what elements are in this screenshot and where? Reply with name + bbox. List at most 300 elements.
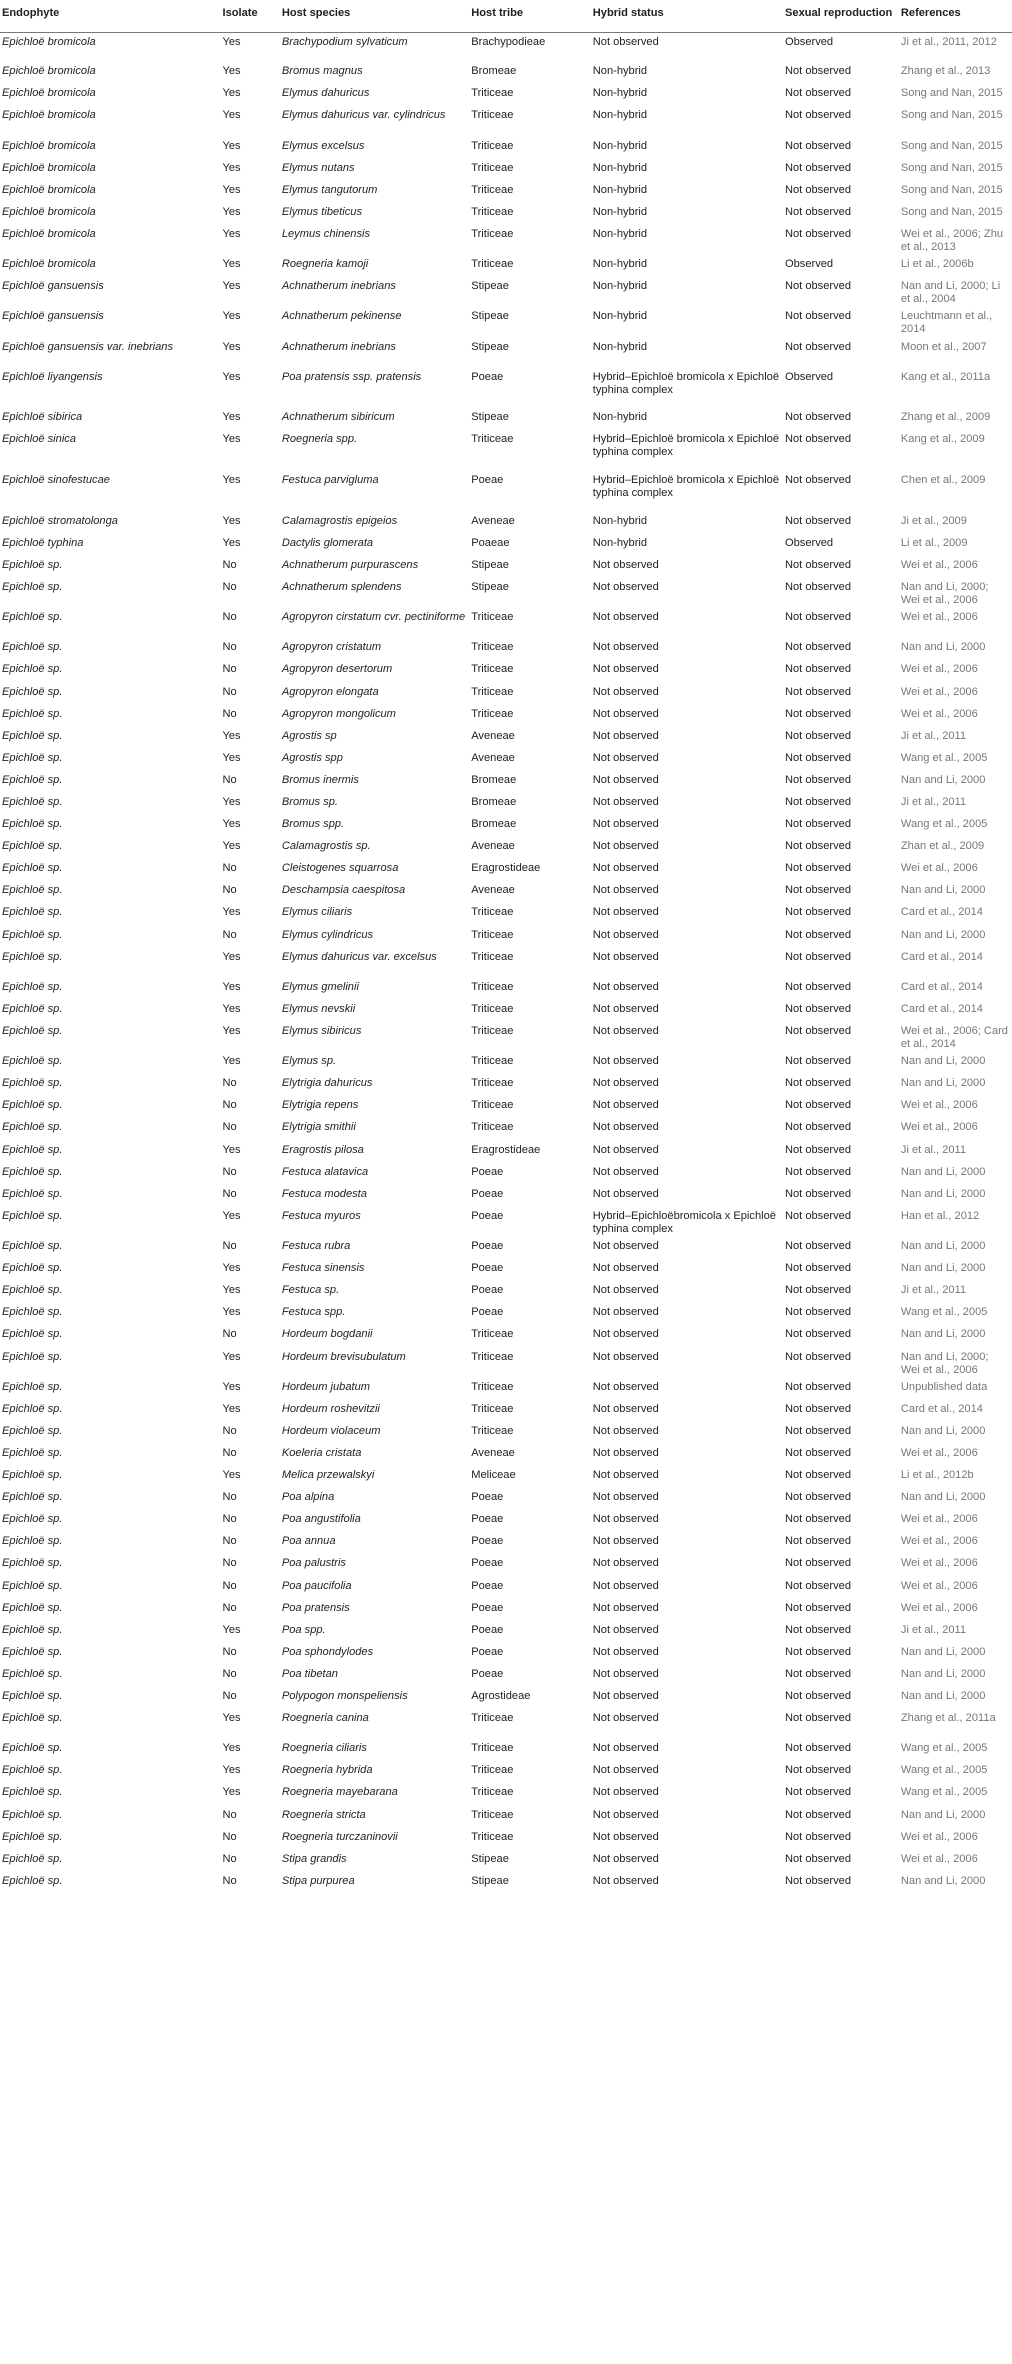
host-tribe-cell: Poeae <box>471 1240 504 1253</box>
table-row <box>0 277 1012 307</box>
hybrid-status-cell: Not observed <box>592 884 659 897</box>
endophyte-cell: Epichloë sp. <box>2 1712 63 1725</box>
hybrid-status-cell: Not observed <box>592 1446 659 1459</box>
endophyte-cell: Epichloë sp. <box>2 641 63 654</box>
header-endophyte: Endophyte <box>0 0 220 32</box>
table-row <box>0 1621 1012 1643</box>
hybrid-status-cell: Not observed <box>592 1874 659 1887</box>
isolate-cell: No <box>222 1328 237 1341</box>
sexual-reproduction-cell: Not observed <box>785 729 851 742</box>
endophyte-cell: Epichloë sp. <box>2 1121 63 1134</box>
reference-cell: Nan and Li, 2000 <box>900 1328 986 1341</box>
sexual-reproduction-cell: Not observed <box>785 1874 851 1887</box>
host-tribe-cell: Bromeae <box>471 65 517 78</box>
reference-cell: Nan and Li, 2000 <box>900 1424 986 1437</box>
hybrid-status-cell: Not observed <box>592 1143 659 1156</box>
reference-cell: Li et al., 2012b <box>900 1469 974 1482</box>
isolate-cell: Yes <box>222 1262 241 1275</box>
isolate-cell: Yes <box>222 139 241 152</box>
hybrid-status-cell: Not observed <box>592 1002 659 1015</box>
host-tribe-cell: Bromeae <box>471 773 517 786</box>
endophyte-cell: Epichloë sp. <box>2 1055 63 1068</box>
table-row <box>0 1806 1012 1828</box>
table-row <box>0 793 1012 815</box>
reference-cell: Han et al., 2012 <box>900 1209 980 1222</box>
host-species-cell: Festuca parvigluma <box>281 474 379 487</box>
host-tribe-cell: Triticeae <box>471 1328 514 1341</box>
isolate-cell: No <box>222 1557 237 1570</box>
host-tribe-cell: Poeae <box>471 1209 504 1222</box>
table-row <box>0 1510 1012 1532</box>
hybrid-status-cell: Not observed <box>592 1055 659 1068</box>
header-hybrid-status: Hybrid status <box>591 0 783 32</box>
sexual-reproduction-cell: Not observed <box>785 1491 851 1504</box>
hybrid-status-cell: Non-hybrid <box>592 258 648 271</box>
hybrid-status-cell: Not observed <box>592 1121 659 1134</box>
reference-cell: Nan and Li, 2000 <box>900 1690 986 1702</box>
host-species-cell: Elymus dahuricus var. cylindricus <box>281 109 446 122</box>
endophyte-cell: Epichloë sp. <box>2 1143 63 1156</box>
endophyte-cell: Epichloë sp. <box>2 862 63 875</box>
reference-cell: Ji et al., 2011 <box>900 795 967 808</box>
endophyte-cell: Epichloë sp. <box>2 1284 63 1297</box>
endophyte-cell: Epichloë sp. <box>2 1830 63 1843</box>
hybrid-status-cell: Not observed <box>592 641 659 654</box>
table-row <box>0 1739 1012 1761</box>
host-species-cell: Elytrigia dahuricus <box>281 1077 373 1090</box>
isolate-cell: Yes <box>222 1742 241 1755</box>
host-tribe-cell: Triticeae <box>471 1786 514 1799</box>
hybrid-status-cell: Not observed <box>592 751 659 764</box>
table-row <box>0 837 1012 859</box>
host-tribe-cell: Triticeae <box>471 611 514 624</box>
hybrid-status-cell: Not observed <box>592 1513 659 1526</box>
host-species-cell: Poa annua <box>281 1535 336 1548</box>
isolate-cell: No <box>222 1424 237 1437</box>
header-row <box>0 0 1012 32</box>
host-species-cell: Agrostis spp <box>281 751 343 764</box>
reference-cell: Wang et al., 2005 <box>900 1764 988 1777</box>
host-species-cell: Elymus excelsus <box>281 139 365 152</box>
host-tribe-cell: Triticeae <box>471 1808 514 1821</box>
endophyte-cell: Epichloë gansuensis <box>2 280 104 293</box>
sexual-reproduction-cell: Not observed <box>785 1786 851 1799</box>
host-species-cell: Achnatherum inebrians <box>281 280 396 293</box>
table-row <box>0 881 1012 903</box>
isolate-cell: Yes <box>222 1469 241 1482</box>
hybrid-status-cell: Hybrid–Epichloë bromicola x Epichloë typhina complex <box>592 474 780 500</box>
sexual-reproduction-cell: Not observed <box>785 1667 851 1680</box>
host-tribe-cell: Aveneae <box>471 1446 515 1459</box>
host-tribe-cell: Triticeae <box>471 1121 514 1134</box>
reference-cell: Wei et al., 2006 <box>900 707 978 720</box>
isolate-cell: Yes <box>222 1623 241 1636</box>
sexual-reproduction-cell: Not observed <box>785 1099 851 1112</box>
table-body <box>0 32 1012 1894</box>
sexual-reproduction-cell: Not observed <box>785 1742 851 1755</box>
host-tribe-cell: Poeae <box>471 1165 504 1178</box>
table-row <box>0 683 1012 705</box>
hybrid-status-cell: Non-hybrid <box>592 280 648 293</box>
host-species-cell: Elymus sp. <box>281 1055 337 1068</box>
sexual-reproduction-cell: Not observed <box>785 1424 851 1437</box>
host-tribe-cell: Poeae <box>471 1601 504 1614</box>
endophyte-cell: Epichloë sp. <box>2 1874 63 1887</box>
host-tribe-cell: Poeae <box>471 370 504 383</box>
hybrid-status-cell: Not observed <box>592 1350 659 1363</box>
host-species-cell: Hordeum violaceum <box>281 1424 381 1437</box>
host-species-cell: Roegneria hybrida <box>281 1764 373 1777</box>
endophyte-cell: Epichloë sp. <box>2 1579 63 1592</box>
isolate-cell: Yes <box>222 1209 241 1222</box>
isolate-cell: No <box>222 1852 237 1865</box>
table-row <box>0 181 1012 203</box>
reference-cell: Kang et al., 2009 <box>900 433 985 446</box>
isolate-cell: Yes <box>222 109 241 122</box>
host-tribe-cell: Triticeae <box>471 433 514 446</box>
host-species-cell: Elymus gmelinii <box>281 980 359 993</box>
reference-cell: Card et al., 2014 <box>900 1402 983 1415</box>
sexual-reproduction-cell: Not observed <box>785 862 851 875</box>
table-row <box>0 1643 1012 1665</box>
host-species-cell: Festuca alatavica <box>281 1165 369 1178</box>
table-row <box>0 749 1012 771</box>
endophyte-cell: Epichloë sp. <box>2 707 63 720</box>
host-tribe-cell: Stipeae <box>471 1874 509 1887</box>
endophyte-cell: Epichloë sp. <box>2 1852 63 1865</box>
reference-cell: Nan and Li, 2000 <box>900 1667 986 1680</box>
table-row <box>0 471 1012 512</box>
isolate-cell: Yes <box>222 433 241 446</box>
sexual-reproduction-cell: Not observed <box>785 183 851 196</box>
endophyte-cell: Epichloë gansuensis var. inebrians <box>2 340 174 353</box>
endophyte-cell: Epichloë sibirica <box>2 411 83 424</box>
reference-cell: Card et al., 2014 <box>900 1002 983 1015</box>
reference-cell: Nan and Li, 2000 <box>900 1055 986 1068</box>
table-row <box>0 307 1012 337</box>
table-row <box>0 771 1012 793</box>
isolate-cell: No <box>222 1446 237 1459</box>
host-tribe-cell: Aveneae <box>471 751 515 764</box>
host-tribe-cell: Poeae <box>471 1557 504 1570</box>
host-tribe-cell: Triticeae <box>471 1424 514 1437</box>
isolate-cell: No <box>222 1513 237 1526</box>
host-species-cell: Agrostis sp <box>281 729 337 742</box>
table-row <box>0 727 1012 749</box>
header-isolate: Isolate <box>220 0 279 32</box>
isolate-cell: No <box>222 1874 237 1887</box>
host-tribe-cell: Poeae <box>471 1306 504 1319</box>
reference-cell: Zhang et al., 2013 <box>900 65 991 78</box>
isolate-cell: No <box>222 884 237 897</box>
isolate-cell: No <box>222 1099 237 1112</box>
table-row <box>0 1348 1012 1378</box>
table-row <box>0 1850 1012 1872</box>
reference-cell: Nan and Li, 2000 <box>900 1187 986 1200</box>
sexual-reproduction-cell: Not observed <box>785 1852 851 1865</box>
hybrid-status-cell: Non-hybrid <box>592 109 648 122</box>
sexual-reproduction-cell: Not observed <box>785 433 851 446</box>
table-row <box>0 159 1012 181</box>
reference-cell: Kang et al., 2011a <box>900 370 991 383</box>
host-species-cell: Poa sphondylodes <box>281 1645 374 1658</box>
host-tribe-cell: Triticeae <box>471 1830 514 1843</box>
host-species-cell: Festuca sinensis <box>281 1262 365 1275</box>
sexual-reproduction-cell: Not observed <box>785 109 851 122</box>
sexual-reproduction-cell: Not observed <box>785 707 851 720</box>
table-row <box>0 660 1012 682</box>
hybrid-status-cell: Not observed <box>592 773 659 786</box>
host-species-cell: Poa pratensis <box>281 1601 350 1614</box>
host-tribe-cell: Triticeae <box>471 139 514 152</box>
isolate-cell: Yes <box>222 1143 241 1156</box>
table-row <box>0 978 1012 1000</box>
table-row <box>0 62 1012 84</box>
endophyte-cell: Epichloë sp. <box>2 558 63 571</box>
sexual-reproduction-cell: Not observed <box>785 1712 851 1725</box>
endophyte-cell: Epichloë sp. <box>2 1328 63 1341</box>
table-row <box>0 1400 1012 1422</box>
sexual-reproduction-cell: Not observed <box>785 884 851 897</box>
table-row <box>0 948 1012 978</box>
hybrid-status-cell: Not observed <box>592 1645 659 1658</box>
isolate-cell: Yes <box>222 87 241 100</box>
hybrid-status-cell: Not observed <box>592 1535 659 1548</box>
reference-cell: Wei et al., 2006 <box>900 1601 978 1614</box>
sexual-reproduction-cell: Not observed <box>785 280 851 293</box>
table-row <box>0 926 1012 948</box>
sexual-reproduction-cell: Not observed <box>785 1284 851 1297</box>
hybrid-status-cell: Not observed <box>592 950 659 963</box>
endophyte-cell: Epichloë sp. <box>2 1165 63 1178</box>
endophyte-cell: Epichloë sp. <box>2 1469 63 1482</box>
host-tribe-cell: Bromeae <box>471 795 517 808</box>
endophyte-cell: Epichloë sp. <box>2 1808 63 1821</box>
sexual-reproduction-cell: Not observed <box>785 928 851 941</box>
isolate-cell: No <box>222 1808 237 1821</box>
host-species-cell: Agropyron mongolicum <box>281 707 396 720</box>
host-species-cell: Leymus chinensis <box>281 227 371 240</box>
sexual-reproduction-cell: Not observed <box>785 205 851 218</box>
host-tribe-cell: Triticeae <box>471 161 514 174</box>
table-row <box>0 1185 1012 1207</box>
hybrid-status-cell: Not observed <box>592 558 659 571</box>
host-species-cell: Poa paucifolia <box>281 1579 352 1592</box>
host-species-cell: Roegneria spp. <box>281 433 358 446</box>
reference-cell: Nan and Li, 2000 <box>900 773 986 786</box>
isolate-cell: Yes <box>222 65 241 78</box>
hybrid-status-cell: Not observed <box>592 1852 659 1865</box>
hybrid-status-cell: Non-hybrid <box>592 514 648 527</box>
sexual-reproduction-cell: Not observed <box>785 1121 851 1134</box>
endophyte-cell: Epichloë sp. <box>2 980 63 993</box>
table-row <box>0 1665 1012 1687</box>
reference-cell: Wei et al., 2006; Zhu et al., 2013 <box>900 227 1004 253</box>
host-tribe-cell: Poeae <box>471 1491 504 1504</box>
host-tribe-cell: Poeae <box>471 1284 504 1297</box>
isolate-cell: Yes <box>222 1025 241 1037</box>
sexual-reproduction-cell: Not observed <box>785 685 851 698</box>
reference-cell: Nan and Li, 2000; Wei et al., 2006 <box>900 1350 989 1376</box>
table-row <box>0 903 1012 925</box>
table-row <box>0 1303 1012 1325</box>
endophyte-cell: Epichloë sinofestucae <box>2 474 110 487</box>
table-row <box>0 1378 1012 1400</box>
table-row <box>0 1709 1012 1739</box>
sexual-reproduction-cell: Not observed <box>785 1764 851 1777</box>
hybrid-status-cell: Not observed <box>592 729 659 742</box>
reference-cell: Card et al., 2014 <box>900 980 983 993</box>
endophyte-cell: Epichloë bromicola <box>2 205 96 218</box>
host-species-cell: Stipa grandis <box>281 1852 347 1865</box>
host-tribe-cell: Stipeae <box>471 580 509 593</box>
host-species-cell: Melica przewalskyi <box>281 1469 375 1482</box>
endophyte-cell: Epichloë sp. <box>2 1535 63 1548</box>
table-row <box>0 137 1012 159</box>
table-row <box>0 1096 1012 1118</box>
table-row <box>0 1532 1012 1554</box>
host-species-cell: Elymus ciliaris <box>281 906 353 919</box>
reference-cell: Wei et al., 2006 <box>900 1557 978 1570</box>
isolate-cell: Yes <box>222 729 241 742</box>
table-row <box>0 1422 1012 1444</box>
isolate-cell: Yes <box>222 818 241 831</box>
reference-cell: Wei et al., 2006 <box>900 558 978 571</box>
hybrid-status-cell: Hybrid–Epichloë bromicola x Epichloë typhina complex <box>592 370 780 396</box>
isolate-cell: Yes <box>222 1786 241 1799</box>
host-tribe-cell: Triticeae <box>471 1002 514 1015</box>
isolate-cell: No <box>222 1491 237 1504</box>
hybrid-status-cell: Not observed <box>592 1579 659 1592</box>
table-row <box>0 512 1012 534</box>
table-row <box>0 430 1012 471</box>
isolate-cell: Yes <box>222 1284 241 1297</box>
host-tribe-cell: Poeae <box>471 1579 504 1592</box>
host-species-cell: Roegneria ciliaris <box>281 1742 367 1755</box>
hybrid-status-cell: Not observed <box>592 580 659 593</box>
host-tribe-cell: Aveneae <box>471 514 515 527</box>
host-species-cell: Festuca modesta <box>281 1187 367 1200</box>
host-tribe-cell: Poeae <box>471 1262 504 1275</box>
endophyte-cell: Epichloë sp. <box>2 1513 63 1526</box>
endophyte-cell: Epichloë bromicola <box>2 161 96 174</box>
reference-cell: Nan and Li, 2000 <box>900 1240 986 1253</box>
sexual-reproduction-cell: Not observed <box>785 1328 851 1341</box>
hybrid-status-cell: Not observed <box>592 1284 659 1297</box>
host-tribe-cell: Agrostideae <box>471 1690 531 1702</box>
endophyte-cell: Epichloë liyangensis <box>2 370 103 383</box>
sexual-reproduction-cell: Not observed <box>785 65 851 78</box>
host-species-cell: Calamagrostis sp. <box>281 840 371 853</box>
sexual-reproduction-cell: Not observed <box>785 1350 851 1363</box>
sexual-reproduction-cell: Not observed <box>785 310 851 323</box>
host-tribe-cell: Poeae <box>471 1535 504 1548</box>
endophyte-cell: Epichloë sp. <box>2 663 63 676</box>
sexual-reproduction-cell: Not observed <box>785 641 851 654</box>
host-tribe-cell: Bromeae <box>471 818 517 831</box>
endophyte-cell: Epichloë sp. <box>2 1601 63 1614</box>
table-row <box>0 859 1012 881</box>
table-row <box>0 815 1012 837</box>
host-species-cell: Hordeum brevisubulatum <box>281 1350 406 1363</box>
sexual-reproduction-cell: Not observed <box>785 1002 851 1015</box>
sexual-reproduction-cell: Not observed <box>785 906 851 919</box>
hybrid-status-cell: Non-hybrid <box>592 340 648 353</box>
table-row <box>0 1163 1012 1185</box>
host-species-cell: Stipa purpurea <box>281 1874 355 1887</box>
table-row <box>0 1828 1012 1850</box>
sexual-reproduction-cell: Not observed <box>785 1830 851 1843</box>
host-species-cell: Cleistogenes squarrosa <box>281 862 399 875</box>
reference-cell: Ji et al., 2011, 2012 <box>900 35 997 48</box>
hybrid-status-cell: Hybrid–Epichloë bromicola x Epichloë typhina complex <box>592 433 780 459</box>
reference-cell: Wei et al., 2006; Card et al., 2014 <box>900 1025 1008 1050</box>
hybrid-status-cell: Non-hybrid <box>592 87 648 100</box>
host-tribe-cell: Triticeae <box>471 1099 514 1112</box>
endophyte-cell: Epichloë sp. <box>2 1690 63 1702</box>
host-species-cell: Festuca sp. <box>281 1284 340 1297</box>
endophyte-cell: Epichloë stromatolonga <box>2 514 118 527</box>
host-tribe-cell: Poaeae <box>471 536 510 549</box>
endophyte-cell: Epichloë sp. <box>2 729 63 742</box>
host-tribe-cell: Triticeae <box>471 707 514 720</box>
sexual-reproduction-cell: Not observed <box>785 87 851 100</box>
sexual-reproduction-cell: Not observed <box>785 1165 851 1178</box>
host-species-cell: Hordeum roshevitzii <box>281 1402 380 1415</box>
host-species-cell: Poa palustris <box>281 1557 346 1570</box>
host-tribe-cell: Triticeae <box>471 950 514 963</box>
hybrid-status-cell: Non-hybrid <box>592 310 648 323</box>
isolate-cell: No <box>222 685 237 698</box>
reference-cell: Wei et al., 2006 <box>900 1513 978 1526</box>
isolate-cell: No <box>222 611 237 624</box>
hybrid-status-cell: Non-hybrid <box>592 139 648 152</box>
sexual-reproduction-cell: Not observed <box>785 474 851 487</box>
host-tribe-cell: Triticeae <box>471 205 514 218</box>
hybrid-status-cell: Not observed <box>592 611 659 624</box>
host-tribe-cell: Brachypodieae <box>471 35 546 48</box>
sexual-reproduction-cell: Not observed <box>785 950 851 963</box>
host-tribe-cell: Aveneae <box>471 840 515 853</box>
hybrid-status-cell: Not observed <box>592 1469 659 1482</box>
table-row <box>0 1141 1012 1163</box>
endophyte-cell: Epichloë sp. <box>2 1262 63 1275</box>
reference-cell: Card et al., 2014 <box>900 950 983 963</box>
hybrid-status-cell: Not observed <box>592 1557 659 1570</box>
hybrid-status-cell: Not observed <box>592 928 659 941</box>
host-tribe-cell: Triticeae <box>471 685 514 698</box>
table-row <box>0 534 1012 556</box>
reference-cell: Wei et al., 2006 <box>900 1579 978 1592</box>
endophyte-cell: Epichloë sp. <box>2 906 63 919</box>
host-tribe-cell: Triticeae <box>471 1055 514 1068</box>
isolate-cell: Yes <box>222 950 241 963</box>
isolate-cell: No <box>222 1121 237 1134</box>
table-row <box>0 578 1012 608</box>
host-tribe-cell: Aveneae <box>471 729 515 742</box>
hybrid-status-cell: Not observed <box>592 840 659 853</box>
isolate-cell: No <box>222 1535 237 1548</box>
sexual-reproduction-cell: Not observed <box>785 139 851 152</box>
hybrid-status-cell: Not observed <box>592 1491 659 1504</box>
reference-cell: Ji et al., 2011 <box>900 1284 967 1297</box>
sexual-reproduction-cell: Not observed <box>785 514 851 527</box>
host-species-cell: Agropyron desertorum <box>281 663 393 676</box>
endophyte-cell: Epichloë gansuensis <box>2 310 104 323</box>
reference-cell: Unpublished data <box>900 1380 988 1393</box>
table-row <box>0 1872 1012 1894</box>
isolate-cell: Yes <box>222 514 241 527</box>
